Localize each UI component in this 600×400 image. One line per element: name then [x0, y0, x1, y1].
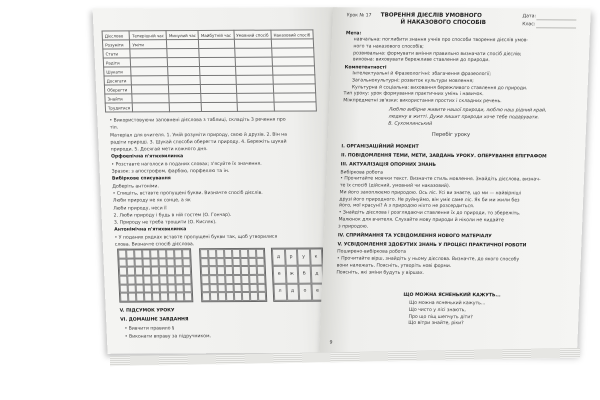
table-header: Умовний спосіб — [233, 30, 271, 39]
goals-line: розвивальна: формувати вміння правильно визначати спосіб дієслів; — [353, 50, 522, 57]
table-cell — [273, 75, 315, 84]
stage-line: • Знайдіть дієслова і розглядаючи ставлення їх до природи, то збережіть. — [338, 210, 521, 217]
text-line: слова. Визначте спосіб дієслова. — [114, 242, 195, 248]
table-cell — [201, 84, 237, 93]
text-line: • Спишіть, вставте пропущені букви. Визначте спосіб дієслів. — [112, 190, 263, 197]
table-cell — [169, 103, 201, 112]
grid-cell — [257, 275, 265, 284]
text-line: 2. Люби природу і будь в ній гостем (О. Гончар). — [113, 212, 232, 219]
stage-line: вони належать. Поясніть, утворіть нові форми. — [336, 263, 452, 270]
table-cell — [235, 75, 273, 84]
table-cell — [199, 48, 235, 57]
text-line: тіл. — [109, 125, 119, 131]
stage-line: Ми його захоплюємо природою. Ось ліс. Усі ви знаєте, що ми — найвірніші — [339, 190, 522, 197]
table-cell — [200, 75, 236, 84]
grid-letter: у — [297, 249, 310, 266]
verb-table — [102, 29, 317, 112]
table-cell — [169, 85, 201, 94]
right-page — [319, 7, 591, 354]
competences-line: Загальнокультурні: розвиток культури мовлення; — [351, 78, 474, 84]
class-line — [536, 27, 576, 28]
grid-letter: е — [311, 283, 324, 300]
lesson-number: Урок № 17 — [346, 13, 372, 19]
text-line: Люби природу не як сонце, а як — [112, 198, 191, 204]
letter-grid-right — [271, 248, 325, 302]
grid-cell — [182, 258, 190, 267]
table-header: Майбутній час — [198, 30, 234, 39]
goals-list — [353, 37, 528, 65]
table-cell — [169, 94, 201, 103]
table-cell — [273, 84, 315, 93]
epigraph — [388, 108, 546, 129]
table-cell — [131, 67, 168, 76]
table-cell — [168, 76, 200, 85]
lesson-title-line2: Й НАКАЗОВОГО СПОСОБІВ — [400, 19, 486, 27]
stage-line: з природою. — [338, 224, 369, 230]
left-body-text — [109, 117, 340, 250]
quote-line: людину в житті. Дуже лишит природи хоче тебе подарувати. — [388, 114, 540, 121]
lesson-title-line1: ТВОРЕННЯ ДІЄСЛІВ УМОВНОГО — [380, 12, 482, 20]
table-cell — [272, 48, 314, 57]
date-label: Дата: — [522, 14, 537, 20]
table-cell — [236, 93, 274, 102]
goals-line: ного та наказового способів; — [353, 44, 424, 50]
table-header: Теперішній час — [129, 31, 166, 40]
letter-grid-left — [117, 248, 193, 302]
table-cell: Досягати — [104, 76, 132, 85]
text-line: • Використовуючи заповнені дієслова з таблиці, складіть 3 речення про — [109, 117, 286, 124]
poem — [408, 301, 485, 329]
table-cell: Стати — [103, 49, 131, 58]
grid-cell — [184, 293, 192, 302]
table-cell — [167, 39, 199, 48]
table-header: Минулий час — [166, 30, 198, 39]
table-cell: Оберегти — [104, 85, 132, 94]
quote-line: В. Сухомлинський — [388, 121, 433, 127]
poem-line: Що вітри знайте, ріки? — [408, 321, 464, 327]
table-cell — [272, 57, 314, 66]
connections: Міжпредметні зв'язки: використання простих і складних речень. — [343, 98, 502, 105]
table-row — [105, 102, 316, 112]
poem-line: Що можна ясненький кажуть... — [408, 300, 486, 307]
stage-heading: ІІІ. АКТУАЛІЗАЦІЯ ОПОРНИХ ЗНАНЬ — [340, 162, 437, 168]
table-cell: Уміти — [130, 40, 167, 49]
competences-list — [352, 71, 528, 92]
table-cell — [234, 48, 272, 57]
text-line: Люби природу, неси її — [113, 205, 167, 212]
grid-letter: р — [284, 249, 297, 266]
grid-cell — [182, 249, 190, 258]
goals-line: навчальна: поглибити знання учнів про способи творення дієслів умов- — [353, 37, 529, 44]
grid-letter: ж — [285, 266, 298, 283]
stage-line: те їх спосіб (дійсний, умовний чи наказовий). — [339, 183, 451, 190]
stage-line: Поясніть, які зміни будуть у віршах. — [336, 270, 425, 276]
course-heading: Перебіг уроку — [431, 131, 471, 139]
table-cell — [199, 39, 235, 48]
competences-line: Інтелектуальні й Фразеологічні: збагачення фразеології; — [352, 71, 492, 78]
table-cell — [200, 66, 236, 75]
text-line: Доберіть антоніми. — [112, 184, 160, 190]
stage-line: Малюнок для вчителя. Слухайте мову природи й ніколи не кидайте — [338, 217, 504, 224]
grid-letter: к — [309, 249, 322, 266]
competences-label: Компетентності — [344, 65, 387, 71]
grid-letter: л — [273, 283, 286, 300]
grid-cell — [183, 267, 191, 276]
text-line: природи. 5. Досягай мети кожного дня. — [110, 147, 208, 153]
homework-item: • Виконати вправу за підручником. — [124, 334, 212, 340]
table-cell — [272, 66, 314, 75]
table-cell — [235, 66, 273, 75]
table-cell: Розуміти — [102, 40, 130, 49]
quote-line: Люблю вибірне живите нашої природи, люблю наш рідний край, — [388, 107, 547, 114]
stage-line: друзі його природного. Не руйнуймо, він уміє саме ліс. Як би ми жили без — [339, 197, 520, 204]
homework-heading: VI. ДОМАШНЄ ЗАВДАННЯ — [120, 317, 189, 323]
table-cell — [130, 58, 167, 67]
table-cell — [235, 57, 273, 66]
competences-line: Культурна й соціальна: виховання бережливого ставлення до природи. — [351, 84, 528, 91]
table-header: Дієслово — [102, 31, 130, 40]
text-line: • У поданих рядках вставте пропущені букви так, щоб утворилися — [114, 234, 278, 241]
grid-cell — [184, 284, 192, 293]
page-number-right: 9 — [329, 340, 333, 346]
table-cell — [236, 84, 274, 93]
table-cell — [132, 103, 169, 112]
stage-line: • Прочитайте мовчки текст. Визначте стиль мовлення. Знайдіть дієслова, визнач- — [340, 176, 541, 183]
stage-heading: IV. СПРИЙМАННЯ ТА УСВІДОМЛЕННЯ НОВОГО МАТЕРІАЛУ — [337, 233, 492, 240]
grid-cell — [256, 258, 264, 267]
table-cell — [167, 58, 199, 67]
stage-heading: ІІ. ПОВІДОМЛЕННЯ ТЕМИ, МЕТИ, ЗАВДАНЬ УРОКУ. ОПЕРУВАННЯ ЕПІГРАФОМ — [340, 153, 547, 160]
table-cell — [201, 93, 237, 102]
homework-item: • Вивчити правило § — [124, 326, 175, 332]
table-cell — [130, 49, 167, 58]
grid-letter: д — [272, 249, 285, 266]
poem-line: Що чисто у лісі знають, — [408, 307, 466, 313]
table-cell — [274, 93, 316, 102]
text-line: Вибіркове списування — [111, 176, 171, 182]
grid-letter: д — [310, 266, 323, 283]
table-cell — [131, 76, 168, 85]
table-cell — [234, 39, 272, 48]
table-cell — [237, 102, 275, 111]
text-line: Матеріал для вчителя. 1. Умій розуміти природу, свою й друзів. 2. Він на — [110, 132, 288, 139]
text-line: Орфоепічна п'ятихвилинка — [110, 154, 184, 161]
table-header: Наказовий спосіб — [271, 30, 313, 39]
table-cell — [271, 39, 313, 48]
left-page — [93, 7, 353, 354]
stage-heading: V. УСВІДОМЛЕННЯ ЗДОБУТИХ ЗНАНЬ У ПРОЦЕСІ ПРАКТИЧНОЇ РОБОТИ — [337, 242, 527, 249]
grid-cell — [183, 275, 191, 284]
table-cell: Знайти — [105, 94, 133, 103]
grid-letter: е — [273, 266, 286, 283]
text-line: Зразок: з апострофом, фарбою, порфеллю та ін. — [111, 169, 230, 175]
stage-line: його, мої красуні? А з природою ніхто не розсердиться. — [338, 203, 475, 210]
text-line: • Розставте наголоси в поданих словах; з'ясуйте їх значення. — [111, 161, 262, 168]
summary-heading: V. ПІДСУМОК УРОКУ — [119, 308, 175, 314]
table-cell — [132, 85, 169, 94]
text-line: 3. Природу не треба трощити (О. Кисляк). — [113, 220, 217, 226]
stage-line: Поширено-вибіркова робота — [337, 249, 407, 256]
class-label: Клас: — [522, 22, 536, 28]
stage-line: Вибіркова робота — [340, 169, 384, 176]
table-cell: Шукати — [104, 67, 132, 76]
table-cell: Радіти — [103, 58, 131, 67]
goals-label: Мета: — [345, 31, 362, 37]
table-cell — [274, 102, 316, 111]
lesson-type: Тип уроку: урок формування практичних умінь і навичок. — [343, 91, 484, 98]
text-line: Антонімічна п'ятихвилинка — [114, 227, 187, 234]
poem-line: Про що піщ шепчуть діти? — [408, 314, 473, 320]
table-cell — [168, 67, 200, 76]
stage-heading: І. ОРГАНІЗАЦІЙНИЙ МОМЕНТ — [341, 144, 419, 150]
table-cell: Трудитися — [105, 103, 133, 112]
grid-letter: д — [286, 283, 299, 300]
grid-cell — [257, 266, 265, 275]
grid-letter: о — [298, 283, 311, 300]
text-line: радіти природі. 3. Шукай способи оберегти природу. 4. Бережіть шукай — [110, 139, 287, 146]
grid-cell — [257, 284, 265, 293]
table-cell — [199, 57, 235, 66]
stage-line: • Прочитайте вірш, знайдіть у ньому дієслова. Визначте, до якого способу — [336, 256, 520, 263]
table-cell — [132, 94, 169, 103]
grid-cell — [256, 249, 264, 258]
goals-line: виховна: виховувати бережливе ставлення до природи. — [352, 57, 490, 64]
letter-grid-middle — [199, 248, 267, 302]
date-line — [536, 19, 576, 20]
poem-title: ЩО МОЖНА ЯСНЕНЬКИЙ КАЖУТЬ... — [403, 292, 501, 299]
grid-cell — [258, 292, 266, 301]
lesson-stages — [336, 141, 573, 278]
grid-letter: б — [298, 266, 311, 283]
table-cell — [167, 48, 199, 57]
table-cell — [201, 102, 237, 111]
